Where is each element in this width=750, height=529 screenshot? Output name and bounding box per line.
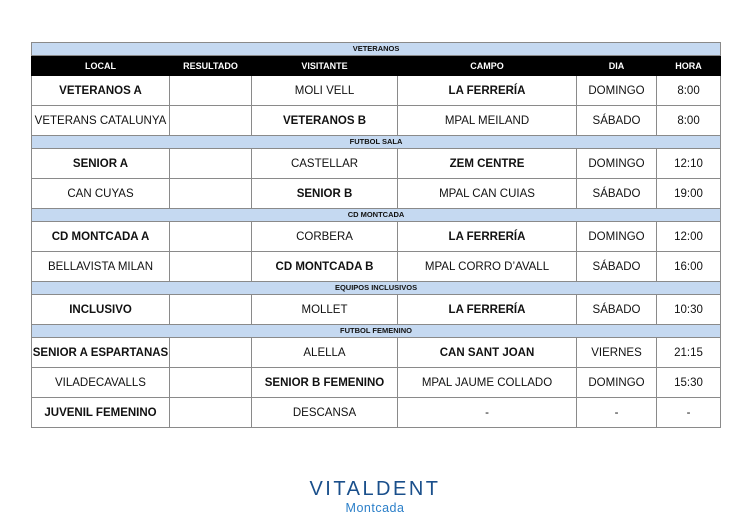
column-header-row <box>32 56 721 76</box>
cell-campo: MPAL JAUME COLLADO <box>398 368 577 398</box>
cell-campo: CAN SANT JOAN <box>398 338 577 368</box>
cell-campo: LA FERRERÍA <box>398 222 577 252</box>
column-header-dia: DIA <box>577 56 657 76</box>
cell-visitante: VETERANOS B <box>252 106 398 136</box>
sponsor-logo <box>0 478 750 516</box>
cell-campo: MPAL CAN CUIAS <box>398 179 577 209</box>
cell-dia: DOMINGO <box>577 149 657 179</box>
match-row <box>32 252 721 282</box>
section-title: VETERANOS <box>32 43 721 56</box>
section-header-row <box>32 43 721 56</box>
cell-visitante: SENIOR B FEMENINO <box>252 368 398 398</box>
cell-dia: DOMINGO <box>577 368 657 398</box>
cell-visitante: SENIOR B <box>252 179 398 209</box>
cell-hora: 16:00 <box>657 252 721 282</box>
cell-campo: LA FERRERÍA <box>398 76 577 106</box>
cell-dia: SÁBADO <box>577 295 657 325</box>
cell-resultado <box>170 179 252 209</box>
cell-local: JUVENIL FEMENINO <box>32 398 170 428</box>
section-title: FUTBOL SALA <box>32 136 721 149</box>
brand-name: VITALDENT <box>309 478 441 500</box>
cell-dia: SÁBADO <box>577 106 657 136</box>
cell-visitante: MOLLET <box>252 295 398 325</box>
column-header-local: LOCAL <box>32 56 170 76</box>
cell-dia: DOMINGO <box>577 222 657 252</box>
cell-local: BELLAVISTA MILAN <box>32 252 170 282</box>
cell-resultado <box>170 398 252 428</box>
cell-dia: VIERNES <box>577 338 657 368</box>
column-header-campo: CAMPO <box>398 56 577 76</box>
cell-hora: 12:00 <box>657 222 721 252</box>
section-title: FUTBOL FEMENINO <box>32 325 721 338</box>
match-row <box>32 338 721 368</box>
cell-campo: ZEM CENTRE <box>398 149 577 179</box>
section-title: EQUIPOS INCLUSIVOS <box>32 282 721 295</box>
cell-campo: MPAL MEILAND <box>398 106 577 136</box>
cell-campo: - <box>398 398 577 428</box>
cell-resultado <box>170 149 252 179</box>
match-row <box>32 76 721 106</box>
cell-visitante: CORBERA <box>252 222 398 252</box>
cell-hora: 10:30 <box>657 295 721 325</box>
match-row <box>32 149 721 179</box>
cell-dia: DOMINGO <box>577 76 657 106</box>
cell-visitante: MOLI VELL <box>252 76 398 106</box>
cell-local: SENIOR A <box>32 149 170 179</box>
match-row <box>32 179 721 209</box>
brand-city: Montcada <box>345 501 405 515</box>
section-header-row <box>32 282 721 295</box>
cell-resultado <box>170 222 252 252</box>
section-header-row <box>32 325 721 338</box>
cell-local: VILADECAVALLS <box>32 368 170 398</box>
cell-local: VETERANS CATALUNYA <box>32 106 170 136</box>
cell-local: SENIOR A ESPARTANAS <box>32 338 170 368</box>
cell-hora: - <box>657 398 721 428</box>
match-row <box>32 398 721 428</box>
column-header-hora: HORA <box>657 56 721 76</box>
cell-hora: 8:00 <box>657 76 721 106</box>
cell-hora: 15:30 <box>657 368 721 398</box>
cell-local: CD MONTCADA A <box>32 222 170 252</box>
cell-resultado <box>170 295 252 325</box>
section-title: CD MONTCADA <box>32 209 721 222</box>
cell-dia: SÁBADO <box>577 252 657 282</box>
cell-resultado <box>170 338 252 368</box>
match-row <box>32 222 721 252</box>
cell-dia: SÁBADO <box>577 179 657 209</box>
cell-hora: 19:00 <box>657 179 721 209</box>
match-row <box>32 295 721 325</box>
cell-hora: 21:15 <box>657 338 721 368</box>
cell-resultado <box>170 252 252 282</box>
section-header-row <box>32 136 721 149</box>
cell-resultado <box>170 106 252 136</box>
cell-hora: 12:10 <box>657 149 721 179</box>
cell-campo: LA FERRERÍA <box>398 295 577 325</box>
cell-resultado <box>170 76 252 106</box>
cell-visitante: CD MONTCADA B <box>252 252 398 282</box>
cell-hora: 8:00 <box>657 106 721 136</box>
column-header-resultado: RESULTADO <box>170 56 252 76</box>
column-header-visitante: VISITANTE <box>252 56 398 76</box>
section-header-row <box>32 209 721 222</box>
match-row <box>32 368 721 398</box>
schedule-body <box>32 43 721 428</box>
cell-local: INCLUSIVO <box>32 295 170 325</box>
cell-visitante: DESCANSA <box>252 398 398 428</box>
match-schedule-table <box>31 42 721 428</box>
match-row <box>32 106 721 136</box>
cell-visitante: CASTELLAR <box>252 149 398 179</box>
cell-local: VETERANOS A <box>32 76 170 106</box>
cell-dia: - <box>577 398 657 428</box>
cell-visitante: ALELLA <box>252 338 398 368</box>
cell-local: CAN CUYAS <box>32 179 170 209</box>
cell-resultado <box>170 368 252 398</box>
cell-campo: MPAL CORRO D’AVALL <box>398 252 577 282</box>
